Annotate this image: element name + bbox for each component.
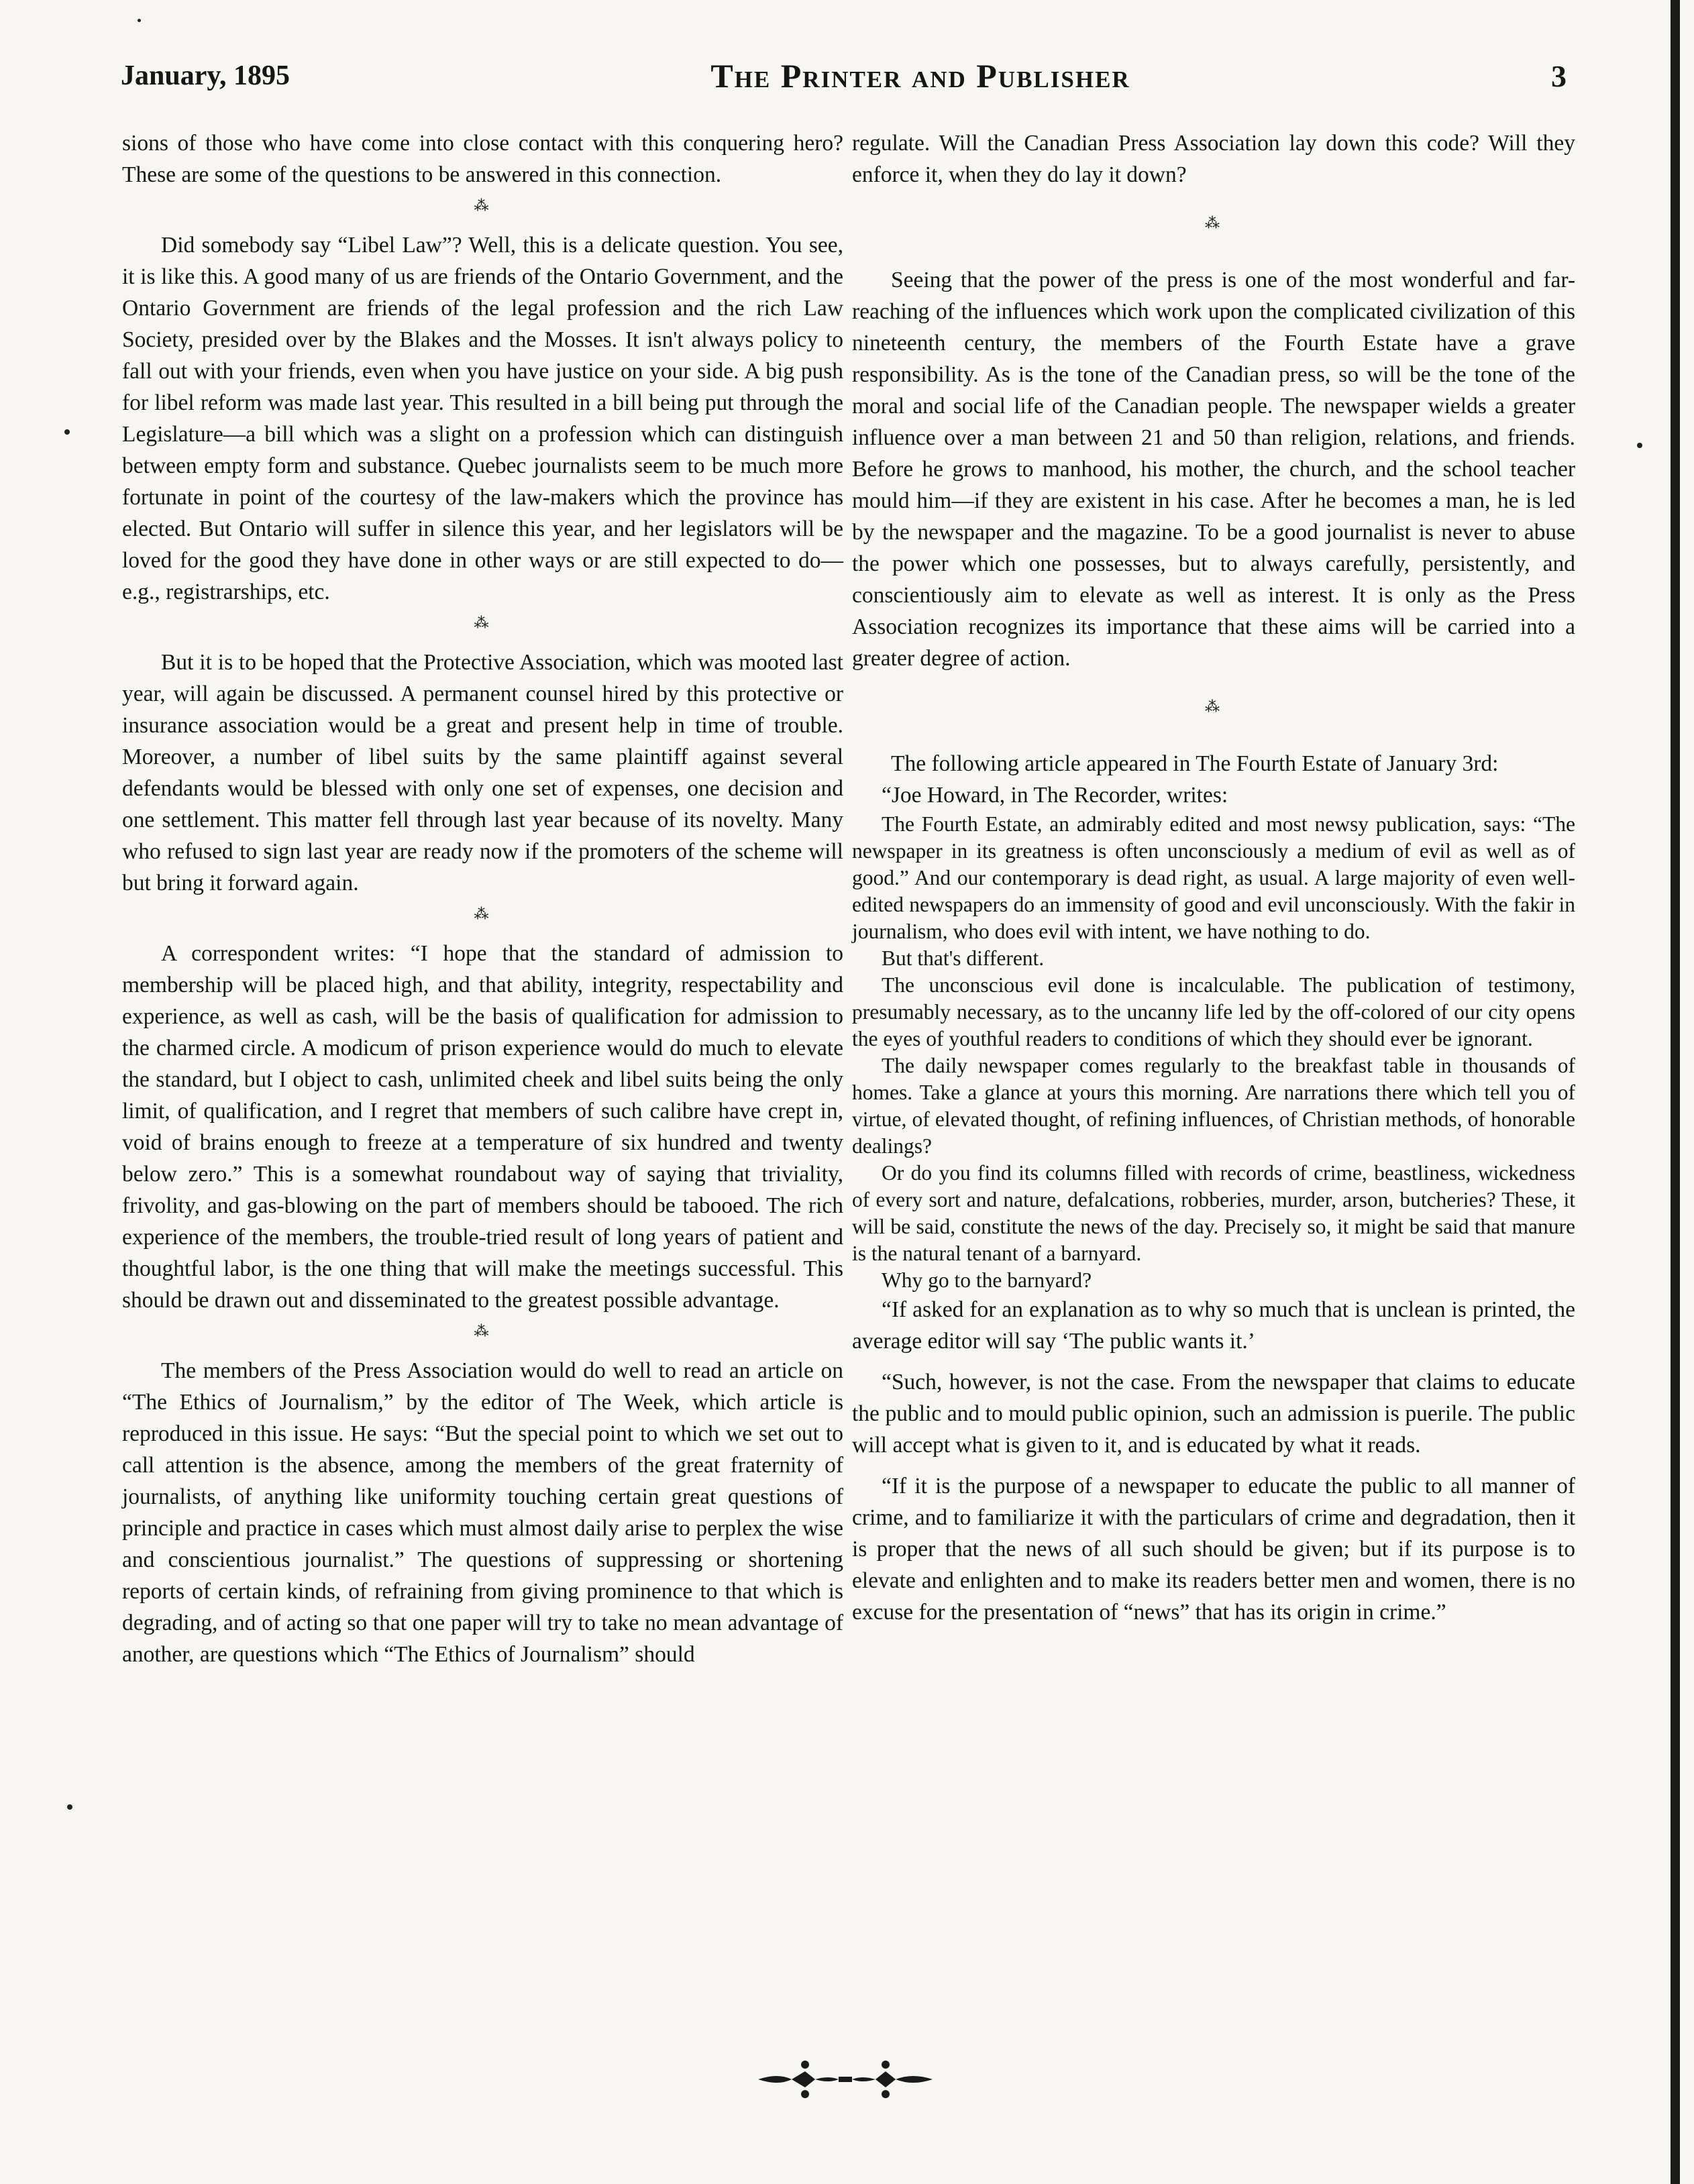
print-speck	[1637, 443, 1642, 448]
asterism-separator: ⁂	[474, 1323, 492, 1340]
quoted-paragraph: Or do you find its columns filled with records of crime, beastliness, wickedness of every sort and nature, defalcations, robberies, murder, arson, butcheries? These, it will be said, constitute the news of the day. Precisely so, it might be said that manure is the natural tenant of a barnyard.	[852, 1161, 1575, 1265]
paragraph: The members of the Press Association would do well to read an article on “The Ethics of Journalism,” by the editor of The Week, which article is reproduced in this issue. He says: “But the special point to which we set out to call attention is the absence, among the members of the great fraternity of journalists, of anything like uniformity touching certain great questions of principle and practice in cases which must almost daily arise to perplex the wise and conscientious journalist.” The questions of suppressing or shortening reports of certain kinds, of refraining from giving prominence to that which is degrading, and of acting so that one paper will try to take no mean advantage of another, are questions which “The Ethics of Journalism” should	[122, 1358, 843, 1667]
left-column	[122, 127, 843, 1670]
quoted-paragraph: The daily newspaper comes regularly to the breakfast table in thousands of homes. Take a glance at yours this morning. Are narrations there which tell you of virtue, of elevated thought, of refining influences, of Christian methods, of honorable dealings?	[852, 1054, 1575, 1158]
quoted-paragraph: But that's different.	[882, 946, 1045, 970]
print-speck	[138, 19, 141, 22]
quoted-paragraph: The unconscious evil done is incalculable. The publication of testimony, presumably necessary, as to the uncanny life led by the off-colored of our city opens the eyes of youthful readers to conditions of which they should ever be ignorant.	[852, 973, 1575, 1050]
paragraph: Did somebody say “Libel Law”? Well, this is a delicate question. You see, it is like this. A good many of us are friends of the Ontario Government, and the Ontario Government are friends of the legal profession and the rich Law Society, presided over by the Blakes and the Mosses. It isn't always policy to fall out with your friends, even when you have justice on your side. A big push for libel reform was made last year. This resulted in a bill being put through the Legislature—a bill which was a slight on a profession which can distinguish between empty form and substance. Quebec journalists seem to be much more fortunate in point of the courtesy of the law-makers which the province has elected. But Ontario will suffer in silence this year, and her legislators will be loved for the good they have done in other ways or are still expected to do—e.g., registrarships, etc.	[122, 233, 843, 604]
page-number: 3	[1550, 58, 1567, 93]
print-speck	[64, 429, 70, 435]
quoted-paragraph: “If asked for an explanation as to why so much that is unclean is printed, the average editor will say ‘The public wants it.’	[852, 1297, 1575, 1354]
quoted-paragraph: “Joe Howard, in The Recorder, writes:	[882, 783, 1228, 808]
quoted-paragraph: “Such, however, is not the case. From the newspaper that claims to educate the public and to mould public opinion, such an admission is puerile. The public will accept what is given to it, and is educated by what it reads.	[852, 1370, 1575, 1458]
asterism-separator: ⁂	[1205, 215, 1222, 231]
running-head	[121, 52, 1567, 99]
page-edge-shadow	[1671, 0, 1680, 2184]
right-column	[852, 127, 1575, 1628]
asterism-separator: ⁂	[1205, 698, 1222, 715]
paragraph: But it is to be hoped that the Protective Association, which was mooted last year, will again be discussed. A permanent counsel hired by this protective or insurance association would be a great and present help in time of trouble. Moreover, a number of libel suits by the same plaintiff against several defendants would be blessed with only one set of expenses, one decision and one settlement. This matter fell through last year because of its novelty. Many who refused to sign last year are ready now if the promoters of the scheme will but bring it forward again.	[122, 650, 843, 895]
fleuron-ornament-icon	[751, 2053, 939, 2106]
asterism-separator: ⁂	[474, 906, 492, 922]
print-speck	[67, 1804, 72, 1810]
paragraph: regulate. Will the Canadian Press Association lay down this code? Will they enforce it, when they do lay it down?	[852, 131, 1575, 187]
paragraph: sions of those who have come into close contact with this conquering hero? These are some of the questions to be answered in this connection.	[122, 131, 843, 187]
publication-title: The Printer and Publisher	[710, 57, 1130, 95]
paragraph: The following article appeared in The Fourth Estate of January 3rd:	[891, 751, 1499, 776]
paragraph: A correspondent writes: “I hope that the standard of admission to membership will be placed high, and that ability, integrity, respectability and experience, as well as cash, will be the basis of qualification for admission to the charmed circle. A modicum of prison experience would do much to elevate the standard, but I object to cash, unlimited cheek and libel suits being the only limit, of qualification, and I regret that members of such calibre have crept in, void of brains enough to freeze at a temperature of six hundred and twenty below zero.” This is a somewhat roundabout way of saying that triviality, frivolity, and gas-blowing on the part of members should be tabooed. The rich experience of the members, the trouble-tried result of long years of patient and thoughtful labor, is the one thing that will make the meetings successful. This should be drawn out and disseminated to the greatest possible advantage.	[122, 941, 843, 1313]
quoted-paragraph: “If it is the purpose of a newspaper to educate the public to all manner of crime, and to familiarize it with the particulars of crime and degradation, then it is proper that the news of all such should be given; but if its purpose is to elevate and enlighten and to make its readers better men and women, there is no excuse for the presentation of “news” that has its origin in crime.”	[852, 1474, 1575, 1625]
quoted-paragraph: Why go to the barnyard?	[882, 1268, 1092, 1292]
issue-date: January, 1895	[121, 60, 290, 91]
asterism-separator: ⁂	[474, 197, 492, 214]
quoted-paragraph: The Fourth Estate, an admirably edited and most newsy publication, says: “The newspaper in its greatness is often unconsciously a medium of evil as well as of good.” And our contemporary is dead right, as usual. A large majority of even well-edited newspapers do an immensity of good and evil unconsciously. With the fakir in journalism, who does evil with intent, we have nothing to do.	[852, 812, 1575, 943]
asterism-separator: ⁂	[474, 614, 492, 631]
paragraph: Seeing that the power of the press is one of the most wonderful and far-reaching of the influences which work upon the complicated civilization of this nineteenth century, the members of the Fourth Estate have a grave responsibility. As is the tone of the Canadian press, so will be the tone of the moral and social life of the Canadian people. The newspaper wields a greater influence over a man between 21 and 50 than religion, relations, and friends. Before he grows to manhood, his mother, the church, and the school teacher mould him—if they are existent in his case. After he becomes a man, he is led by the newspaper and the magazine. To be a good journalist is never to abuse the power which one possesses, but to always carefully, persistently, and conscientiously aim to elevate as well as interest. It is only as the Press Association recognizes its importance that these aims will be carried into a greater degree of action.	[852, 268, 1575, 671]
